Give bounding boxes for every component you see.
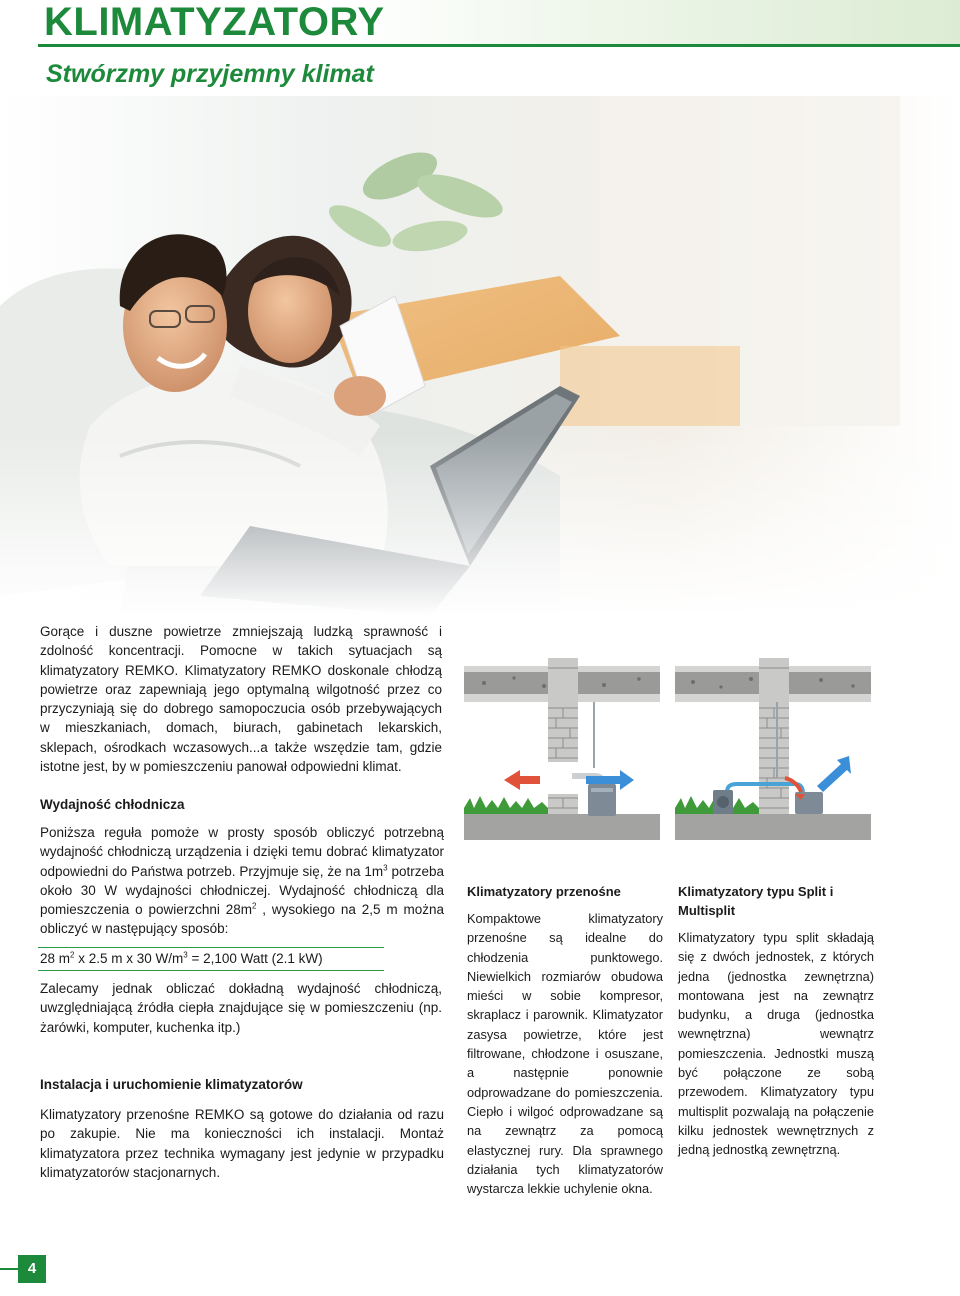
page-title: KLIMATYZATORY <box>44 0 385 44</box>
portable-units-column <box>467 882 663 1198</box>
section-heading-installation: Instalacja i uruchomienie klimatyzatorów <box>40 1077 303 1092</box>
cooling-formula: 28 $m^2$ x 2.5 m x 30 $W/m^3 = 2,100$ Watt (2.1 kW) <box>40 950 323 966</box>
split-unit-diagram <box>675 658 871 840</box>
cooling-rule-paragraph: Poniższa reguła pomoże w prosty sposób obliczyć potrzebną wydajność chłodniczą urządzenia i dzięki temu dobrać klimatyzator odpowiedni do Państwa potrzeb. Przyjmuje się, że na $1m^3$ potrzeba około 30 W wydajności chłodniczej. Wydajność chłodniczą dla pomieszczenia o powierzchni $28m^2$ , wysokiego na 2,5 m można obliczyć w następujący sposób: <box>40 825 444 937</box>
portable-unit-diagram <box>464 658 660 840</box>
hero-photo-couple-with-laptop <box>0 96 960 616</box>
split-units-column <box>678 882 874 1160</box>
installation-paragraph: Klimatyzatory przenośne REMKO są gotowe do działania od razu po zakupie. Nie ma konieczności ich instalacji. Montaż klimatyzatora przez technika wymagany jest jedynie w przypadku klimatyzatorów stacjonarnych. <box>40 1107 444 1180</box>
formula-box <box>38 947 384 971</box>
page-number: 4 <box>27 1260 37 1277</box>
page-number-rule <box>0 1268 18 1270</box>
recommendation-paragraph: Zalecamy jednak obliczać dokładną wydajność chłodniczą, uwzględniającą źródła ciepła znajdujące się w pomieszczeniu (np. żarówki, komputer, kuchenka itp.) <box>40 981 442 1035</box>
intro-paragraph: Gorące i duszne powietrze zmniejszają ludzką sprawność i zdolność koncentracji. Pomocne w takich sytuacjach są klimatyzatory REMKO. Klimatyzatory REMKO doskonale chłodzą powietrze oraz zapewniają jego optymalną wilgotność przez co przyczyniają się do dobrego samopoczucia osób przebywających w mieszkaniach, domach, biurach, gabinetach lekarskich, sklepach, ośrodkach wczasowych...a także wszędzie tam, gdzie istotne jest, by w pomieszczeniu panował odpowiedni klimat. <box>40 624 442 775</box>
page-subtitle: Stwórzmy przyjemny klimat <box>46 60 374 88</box>
page-number-marker <box>0 1255 46 1283</box>
split-units-heading: Klimatyzatory typu Split i Multisplit <box>678 884 834 918</box>
section-heading-cooling: Wydajność chłodnicza <box>40 797 185 812</box>
split-units-text: Klimatyzatory typu split składają się z dwóch jednostek, z których jedna (jednostka zewnętrzna) montowana jest na zewnątrz budynku, a druga (jednostka wewnętrzna) wewnątrz pomieszczenia. Jednostki muszą być połączone ze sobą przewodem. Klimatyzatory typu multisplit pozwalają na połączenie kilku jednostek wewnętrznych z jedną jednostką zewnętrzną. <box>678 930 874 1158</box>
header-bar <box>0 0 960 48</box>
portable-units-heading: Klimatyzatory przenośne <box>467 884 621 899</box>
portable-units-text: Kompaktowe klimatyzatory przenośne są idealne do chłodzenia punktowego. Niewielkich rozmiarów obudowa mieści w sobie kompresor, skraplacz i parownik. Klimatyzator zasysa powietrze, które jest filtrowane, chłodzone i osuszane, a następnie ponownie odprowadzane do pomieszczenia. Ciepło i wilgoć odprowadzane są na zewnątrz za pomocą elastycznej rury. Dla sprawnego działania tych klimatyzatorów wystarcza lekkie uchylenie okna. <box>467 911 663 1197</box>
header-rule <box>38 44 960 47</box>
header-gradient-band <box>356 0 960 46</box>
